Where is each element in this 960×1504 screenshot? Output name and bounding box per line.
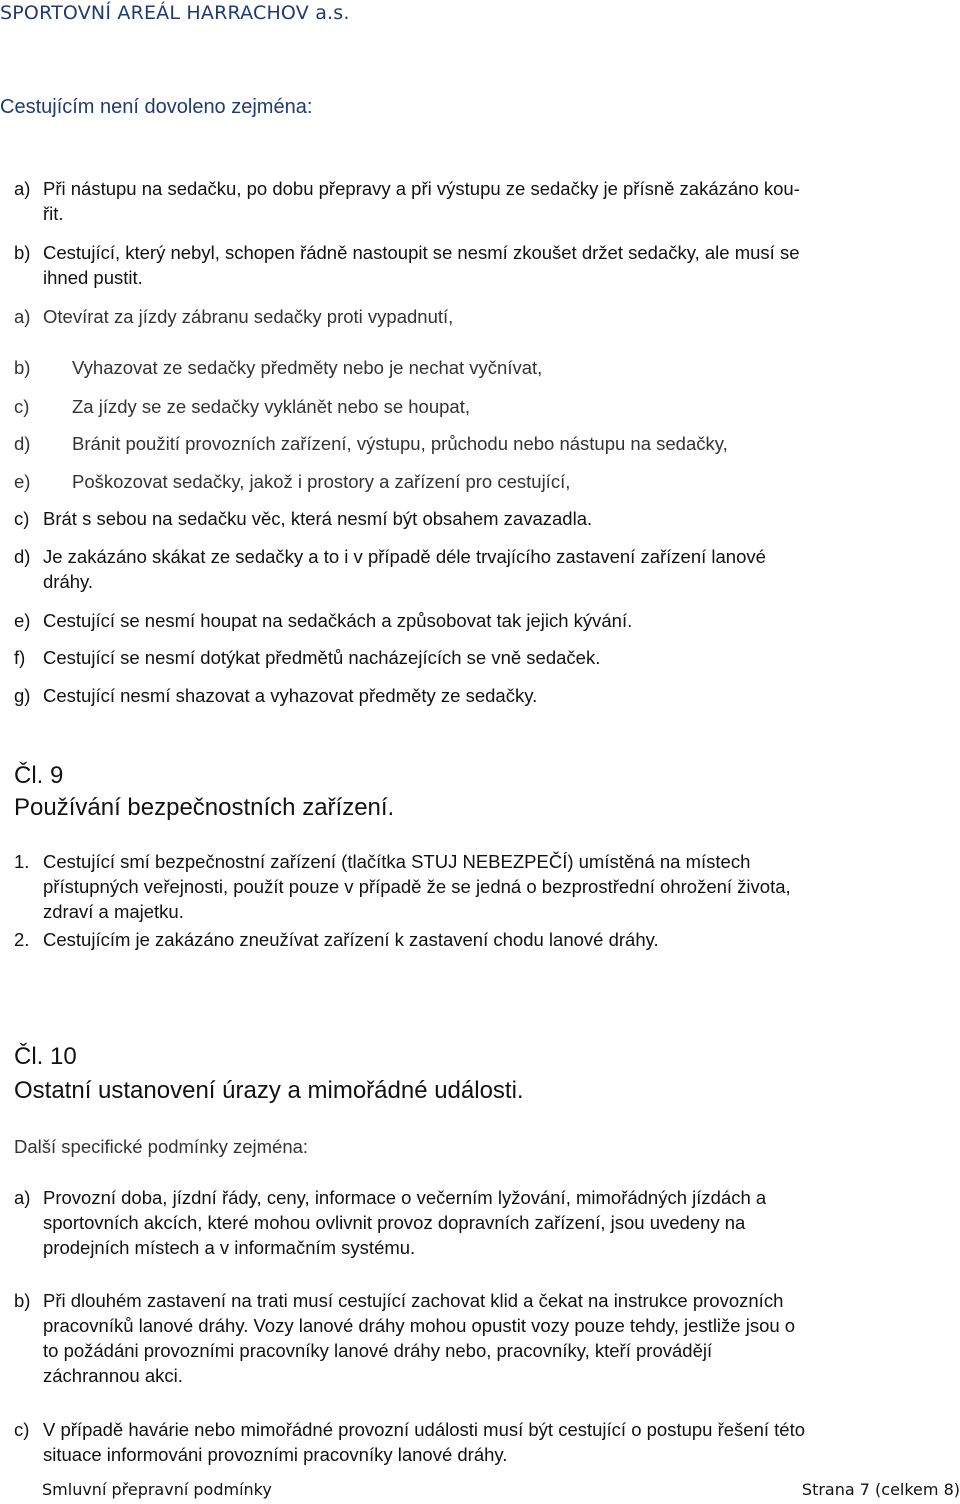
list-item xyxy=(14,304,453,329)
list-item-continuation: ihned pustit. xyxy=(43,267,143,288)
list-item-text: Poškozovat sedačky, jakož i prostory a zařízení pro cestující, xyxy=(72,471,571,492)
list-item-line: sportovních akcích, které mohou ovlivnit provoz dopravních zařízení, jsou uvedeny na xyxy=(43,1212,746,1233)
list-item-label: e) xyxy=(14,471,31,492)
list-item-label: c) xyxy=(14,1419,30,1440)
article-number: Čl. 10 xyxy=(14,1043,77,1070)
list-item xyxy=(14,1288,954,1388)
list-item-line: záchrannou akci. xyxy=(43,1365,183,1386)
list-item-label: b) xyxy=(14,242,31,263)
article-title: Ostatní ustanovení úrazy a mimořádné události. xyxy=(14,1077,524,1104)
list-item-text: Bránit použití provozních zařízení, výstupu, průchodu nebo nástupu na sedačky, xyxy=(72,433,728,454)
list-item-text: Brát s sebou na sedačku věc, která nesmí být obsahem zavazadla. xyxy=(43,508,593,529)
list-item xyxy=(14,469,570,494)
list-item-label: d) xyxy=(14,433,31,454)
list-item-continuation: dráhy. xyxy=(43,571,94,592)
document-header: SPORTOVNÍ AREÁL HARRACHOV a.s. xyxy=(0,2,350,24)
list-item xyxy=(14,645,600,670)
article-title: Používání bezpečnostních zařízení. xyxy=(14,794,395,821)
list-item xyxy=(14,608,632,633)
article-number: Čl. 9 xyxy=(14,762,64,789)
list-item-label: c) xyxy=(14,508,30,529)
list-item xyxy=(14,355,542,380)
section-intro: Cestujícím není dovoleno zejména: xyxy=(0,96,313,118)
list-item xyxy=(14,431,728,456)
list-item-text: Je zakázáno skákat ze sedačky a to i v případě déle trvajícího zastavení zařízení lanové xyxy=(43,546,766,567)
list-item-label: g) xyxy=(14,685,31,706)
list-item xyxy=(14,506,592,531)
list-item-continuation: řit. xyxy=(43,203,64,224)
list-item-line: situace informováni provozními pracovníky lanové dráhy. xyxy=(43,1444,508,1465)
list-item xyxy=(14,683,537,708)
list-item xyxy=(14,927,659,952)
list-item-label: 2. xyxy=(14,929,30,950)
list-item-label: a) xyxy=(14,1187,31,1208)
list-item xyxy=(14,1185,954,1260)
list-item-label: 1. xyxy=(14,851,30,872)
list-item xyxy=(14,240,954,265)
list-item-line: to požádáni provozními pracovníky lanové dráhy nebo, pracovníky, kteří provádějí xyxy=(43,1340,713,1361)
list-item-line: V případě havárie nebo mimořádné provozní události musí být cestující o postupu řešení této xyxy=(43,1419,806,1440)
list-item-label: c) xyxy=(14,396,30,417)
list-item-text: Vyhazovat ze sedačky předměty nebo je nechat vyčnívat, xyxy=(72,357,543,378)
list-item-text: Cestující se nesmí dotýkat předmětů nacházejících se vně sedaček. xyxy=(43,647,601,668)
list-item-line: přístupných veřejnosti, použít pouze v případě že se jedná o bezprostřední ohrožení života, xyxy=(43,876,791,897)
list-item xyxy=(14,176,954,201)
list-item-text: Za jízdy se ze sedačky vyklánět nebo se houpat, xyxy=(72,396,470,417)
list-item xyxy=(14,1417,954,1467)
list-item-text: Při nástupu na sedačku, po dobu přepravy a při výstupu ze sedačky je přísně zakázáno kou- xyxy=(43,178,800,199)
list-item xyxy=(14,849,954,924)
list-item-line: Při dlouhém zastavení na trati musí cestující zachovat klid a čekat na instrukce provozních xyxy=(43,1290,784,1311)
list-item-line: pracovníků lanové dráhy. Vozy lanové dráhy mohou opustit vozy pouze tehdy, jestliže jsou o xyxy=(43,1315,796,1336)
list-item xyxy=(14,394,470,419)
list-item-label: e) xyxy=(14,610,31,631)
list-item-text: Cestující nesmí shazovat a vyhazovat předměty ze sedačky. xyxy=(43,685,538,706)
list-item-label: b) xyxy=(14,357,31,378)
section-intro: Další specifické podmínky zejména: xyxy=(14,1136,309,1157)
list-item-label: d) xyxy=(14,546,31,567)
list-item-label: b) xyxy=(14,1290,31,1311)
list-item-text: Otevírat za jízdy zábranu sedačky proti vypadnutí, xyxy=(43,306,454,327)
list-item-line: Cestujícím je zakázáno zneužívat zařízení k zastavení chodu lanové dráhy. xyxy=(43,929,659,950)
list-item-label: a) xyxy=(14,306,31,327)
list-item-line: zdraví a majetku. xyxy=(43,901,184,922)
page-number: Strana 7 (celkem 8) xyxy=(801,1480,960,1499)
list-item-text: Cestující se nesmí houpat na sedačkách a způsobovat tak jejich kývání. xyxy=(43,610,633,631)
list-item-line: prodejních místech a v informačním systému. xyxy=(43,1237,416,1258)
list-item-label: f) xyxy=(14,647,26,668)
list-item-line: Provozní doba, jízdní řády, ceny, informace o večerním lyžování, mimořádných jízdách a xyxy=(43,1187,767,1208)
footer-left: Smluvní přepravní podmínky xyxy=(42,1480,272,1499)
list-item-text: Cestující, který nebyl, schopen řádně nastoupit se nesmí zkoušet držet sedačky, ale musí se xyxy=(43,242,800,263)
list-item xyxy=(14,544,954,569)
list-item-line: Cestující smí bezpečnostní zařízení (tlačítka STUJ NEBEZPEČÍ) umístěná na místech xyxy=(43,851,751,872)
list-item-label: a) xyxy=(14,178,31,199)
